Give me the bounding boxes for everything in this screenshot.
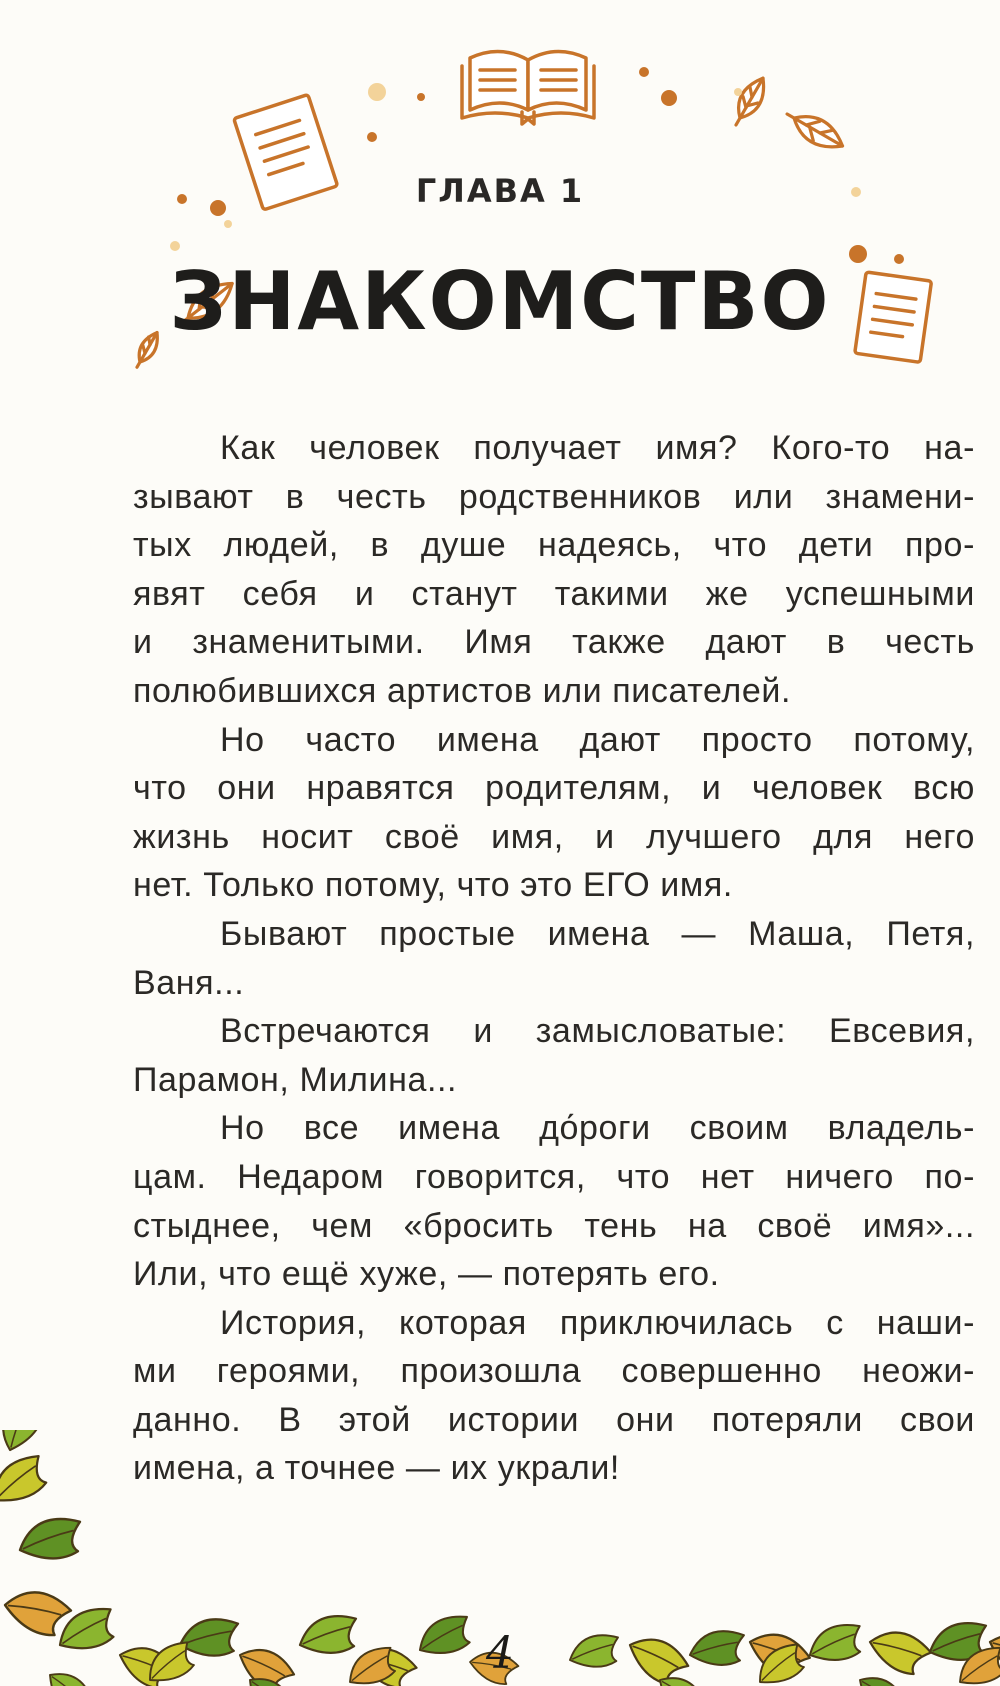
text-line: Как человек получает имя? Кого-то на- [220, 429, 975, 467]
chapter-number: ГЛАВА 1 [415, 172, 585, 210]
text-line: явят себя и станут такими же успешными [133, 574, 975, 613]
text-line: Но все имена до́роги своим владель- [220, 1109, 975, 1148]
leaf-icon [1, 1587, 73, 1638]
text-line: цам. Недаром говорится, что нет ничего по- [133, 1157, 975, 1196]
text-line: Парамон, Милина... [133, 1060, 458, 1099]
leaf-icon [0, 1430, 48, 1457]
chapter-title: ЗНАКОМСТВО [169, 255, 831, 348]
text-line: Бывают простые имена — Маша, Петя, [220, 914, 975, 953]
open-book-icon [462, 51, 594, 124]
text-line: Но часто имена дают просто потому, [220, 720, 975, 759]
text-line: жизнь носит своё имя, и лучшего для него [133, 817, 975, 856]
text-line: имена, а точнее — их украли! [133, 1449, 620, 1488]
leaf-icon [727, 73, 771, 130]
text-line: что они нравятся родителям, и человек всю [133, 769, 975, 808]
text-line: Ваня... [133, 963, 245, 1002]
text-line: нет. Только потому, что это ЕГО имя. [133, 866, 733, 905]
leaf-icon [781, 104, 848, 157]
text-line: Или, что ещё хуже, — потерять его. [133, 1255, 720, 1294]
text-line: стыднее, чем «бросить тень на своё имя»... [133, 1206, 975, 1245]
text-line: и знаменитыми. Имя также дают в честь [133, 623, 975, 662]
text-line: полюбившихся артистов или писателей. [133, 671, 792, 710]
text-line: История, которая приключилась с наши- [220, 1303, 975, 1342]
text-line: зывают в честь родственников или знамени- [133, 477, 975, 516]
text-line: тых людей, в душе надеясь, что дети про- [133, 526, 975, 565]
chapter-text [133, 424, 975, 1493]
text-line: ми героями, произошла совершенно неожи- [133, 1352, 975, 1391]
text-line: Встречаются и замысловатые: Евсевия, [220, 1012, 975, 1051]
leaf-icon [0, 1447, 55, 1515]
leaf-icon [14, 1510, 90, 1570]
page-number: 4 [486, 1628, 514, 1679]
text-line: данно. В этой истории они потеряли свои [133, 1400, 975, 1439]
